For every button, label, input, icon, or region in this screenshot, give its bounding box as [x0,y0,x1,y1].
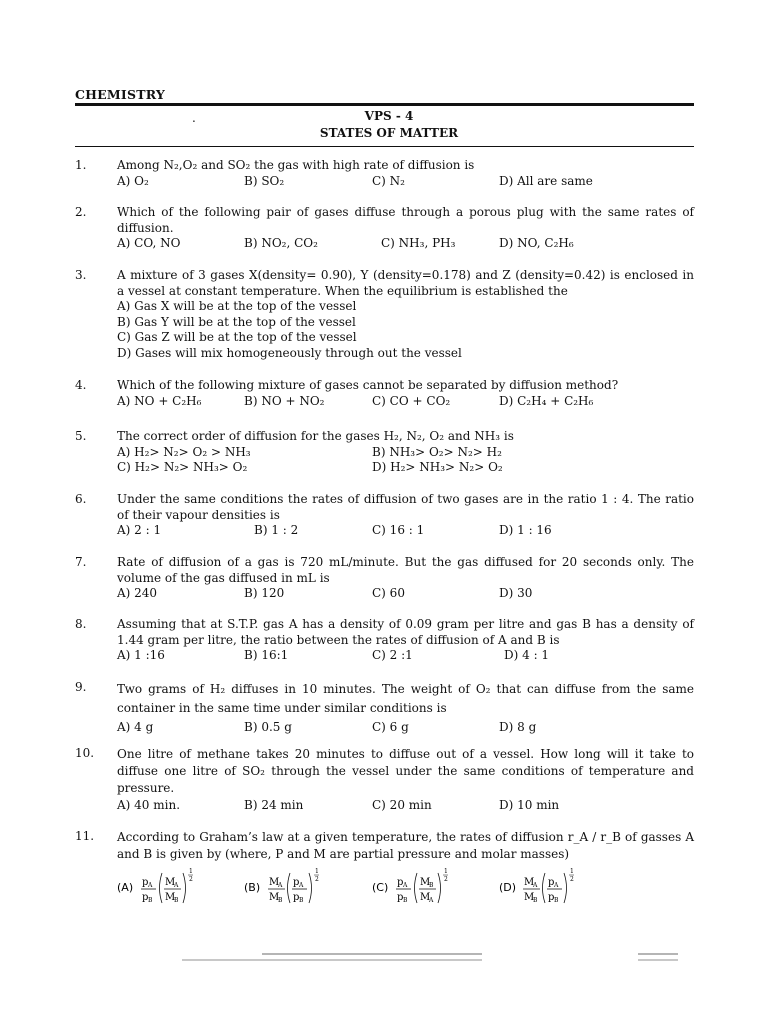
formula-options-row [117,867,694,907]
option-b: B) 24 min [244,798,304,812]
option-c: C) 16 : 1 [372,523,425,537]
question-text: Which of the following pair of gases diffuse through a porous plug with the same rates of diffusion. [117,205,694,235]
denominator-p: p [293,892,300,903]
option-a: A) 1 :16 [117,648,165,662]
numerator-p: p [548,877,555,888]
option-a: A) H₂> N₂> O₂ > NH₃ [117,444,251,459]
option-a: A) 40 min. [117,798,181,812]
right-paren [438,873,441,903]
options-row [117,718,694,733]
question-text: Among N₂,O₂ and SO₂ the gas with high rate of diffusion is [117,158,475,172]
right-paren [309,873,312,903]
right-paren [183,873,186,903]
option-d: D) 1 : 16 [499,523,552,537]
formula-option-c [372,867,472,913]
option-a: A) 4 g [117,720,154,734]
sub-b: B [148,897,153,904]
option-b: B) 16:1 [244,648,289,662]
option-d: D) 30 [499,586,533,600]
option-c: C) NH₃, PH₃ [381,236,456,250]
footer-rule [638,959,678,961]
sub-b: B [533,897,538,904]
options-row [117,523,694,539]
left-paren [415,873,418,903]
title-rule [75,146,694,147]
formula-a-svg [117,867,217,907]
question-text: The correct order of diffusion for the gases H₂, N₂, O₂ and NH₃ is [117,429,514,443]
formula-b-svg [244,867,344,907]
option-c: C) H₂> N₂> NH₃> O₂ [117,460,248,474]
sub-a: A [148,882,153,889]
sub-a: A [278,882,283,889]
denominator-m: M [524,892,535,903]
sub-b: B [299,897,304,904]
sub-a: A [429,897,434,904]
left-paren [160,873,163,903]
option-c: C) 20 min [372,798,432,812]
sub-a: A [554,882,559,889]
formula-d-svg [499,867,599,907]
exp-num: 1 [189,868,193,875]
option-c: C) N₂ [372,173,405,188]
option-a: A) O₂ [117,173,149,188]
question-number: 2. [75,205,87,219]
denominator-p: p [142,892,149,903]
numerator-m: M [524,877,535,888]
option-b: B) NH₃> O₂> N₂> H₂ [372,444,502,459]
option-d: D) 8 g [499,720,537,734]
sub-a: A [403,882,408,889]
question-number: 11. [75,829,95,843]
formula-option-a [117,867,217,913]
sub-b: B [278,897,283,904]
option-b: B) Gas Y will be at the top of the vessel [117,314,356,329]
denominator-p: p [548,892,555,903]
option-a: A) Gas X will be at the top of the vessel [117,299,357,313]
options-row [117,394,694,410]
options-row [117,445,694,461]
option-label: (D) [499,881,517,894]
option-b: B) 0.5 g [244,720,292,734]
question-text: Two grams of H₂ diffuses in 10 minutes. The weight of O₂ that can diffuse from the same container in the same time under similar conditions is [117,682,694,715]
exp-den: 2 [570,876,574,883]
left-paren [288,873,291,903]
options-row [117,797,694,813]
option-label: (C) [372,881,389,894]
option-c: C) 6 g [372,720,409,734]
question-number: 5. [75,429,87,443]
options-row [117,586,694,602]
denominator-p: p [397,892,404,903]
right-paren [564,873,567,903]
sub-a: A [174,882,179,889]
option-a: A) 240 [117,586,158,600]
option-d: D) All are same [499,173,593,188]
options-row [117,648,694,664]
exp-den: 2 [315,876,319,883]
question-number: 8. [75,617,87,631]
exp-num: 1 [315,868,319,875]
exp-num: 1 [570,868,574,875]
option-label: (A) [117,881,134,894]
question-text: Rate of diffusion of a gas is 720 mL/minute. But the gas diffused for 20 seconds only. The volume of the gas diffused in mL is [117,555,694,585]
option-d: D) H₂> NH₃> N₂> O₂ [372,460,503,474]
worksheet-title: STATES OF MATTER [319,126,459,140]
option-a: A) 2 : 1 [117,523,162,537]
footer-rule [638,953,678,955]
sub-a: A [533,882,538,889]
question-number: 4. [75,378,87,392]
denominator-m: M [165,892,176,903]
option-d: D) NO, C₂H₆ [499,236,574,250]
options-row [117,236,694,252]
question-text: Under the same conditions the rates of diffusion of two gases are in the ratio 1 : 4. The ratio of their vapour densities is [117,492,694,522]
numerator-m: M [269,877,280,888]
header-dot: . [192,111,196,125]
numerator-m: M [165,877,176,888]
option-d: D) C₂H₄ + C₂H₆ [499,393,594,408]
options-row [117,174,694,190]
question-text: One litre of methane takes 20 minutes to diffuse out of a vessel. How long will it take to diffuse one litre of SO₂ through the vessel under the same conditions of temperature and pressure. [117,747,694,795]
option-a: A) CO, NO [117,236,181,250]
options-row [117,460,694,476]
option-d: D) 10 min [499,798,560,812]
question-text: A mixture of 3 gases X(density= 0.90), Y (density=0.178) and Z (density=0.42) is enclosed in a vessel at constant temperature. When the equilibrium is established the [117,268,694,298]
exp-num: 1 [444,868,448,875]
question-number: 3. [75,268,87,282]
option-b: B) 1 : 2 [254,523,299,537]
option-c: C) CO + CO₂ [372,393,451,408]
option-c: C) 2 :1 [372,648,413,662]
question-text: Assuming that at S.T.P. gas A has a density of 0.09 gram per litre and gas B has a density of 1.44 gram per litre, the ratio between the rates of diffusion of A and B is [117,617,694,647]
option-b: B) 120 [244,586,285,600]
option-b: B) SO₂ [244,173,285,188]
option-d: D) 4 : 1 [504,648,550,662]
formula-c-svg [372,867,472,907]
subject-heading: CHEMISTRY [75,87,166,102]
denominator-m: M [420,892,431,903]
question-number: 9. [75,680,87,694]
footer-rule [182,959,482,961]
question-number: 6. [75,492,87,506]
numerator-p: p [397,877,404,888]
question-number: 7. [75,555,87,569]
question-text: According to Graham’s law at a given temperature, the rates of diffusion r_A / r_B of gasses A and B is given by (where, P and M are partial pressure and molar masses) [117,830,694,861]
header-rule [75,103,694,106]
question-number: 1. [75,158,87,172]
sub-b: B [174,897,179,904]
option-a: A) NO + C₂H₆ [117,393,202,408]
footer-rule [262,953,482,955]
numerator-p: p [293,877,300,888]
denominator-m: M [269,892,280,903]
sub-a: A [299,882,304,889]
left-paren [543,873,546,903]
option-label: (B) [244,881,261,894]
option-c: C) Gas Z will be at the top of the vessel [117,330,357,344]
exp-den: 2 [444,876,448,883]
sub-b: B [429,882,434,889]
question-number: 10. [75,746,95,760]
exp-den: 2 [189,876,193,883]
sub-b: B [403,897,408,904]
numerator-p: p [142,877,149,888]
worksheet-code: VPS - 4 [364,109,414,123]
formula-option-b [244,867,344,913]
option-c: C) 60 [372,586,405,600]
option-d: D) Gases will mix homogeneously through out the vessel [117,345,462,360]
option-b: B) NO₂, CO₂ [244,236,318,250]
formula-option-d [499,867,599,913]
question-text: Which of the following mixture of gases cannot be separated by diffusion method? [117,378,619,392]
numerator-m: M [420,877,431,888]
sub-b: B [554,897,559,904]
option-b: B) NO + NO₂ [244,393,325,408]
